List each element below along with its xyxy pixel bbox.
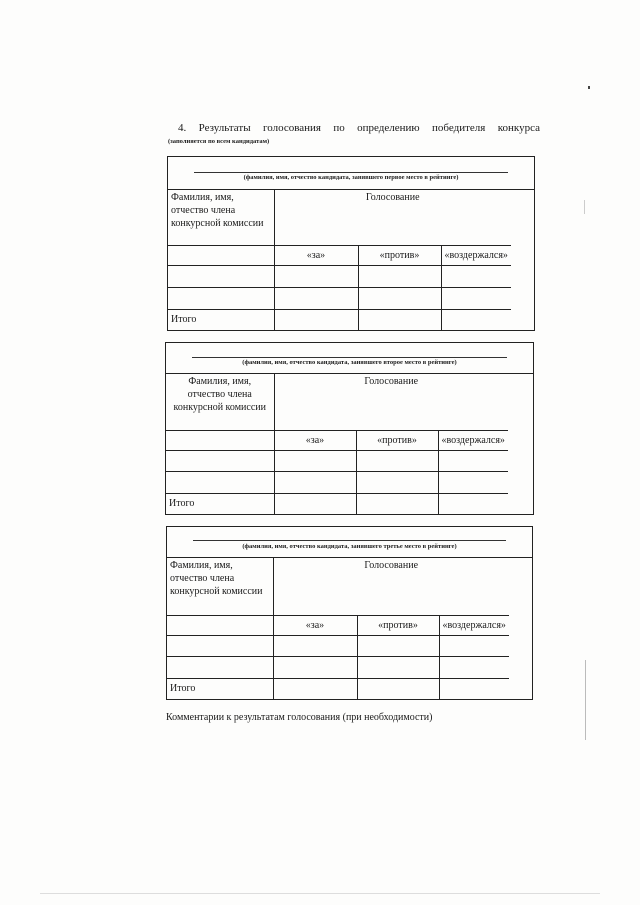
heading-word: победителя [432,122,486,134]
voting-header: Голосование [274,189,511,245]
total-label: Итого [167,678,273,699]
candidate-caption: (фамилия, имя, отчество кандидата, занявшего второе место в рейтинге) [242,359,457,366]
total-row [168,309,511,330]
candidate-name-field[interactable] [166,343,533,374]
table-cell[interactable] [441,309,511,330]
member-column-header: Фамилия, имя, отчество члена конкурсной комиссии [167,557,273,615]
heading-word: определению [357,122,420,134]
table-cell[interactable] [441,287,511,309]
option-against: «против» [358,245,441,265]
table-cell[interactable] [441,265,511,287]
table-cell[interactable] [274,471,356,493]
voting-table [167,557,509,699]
table-cell[interactable] [274,265,358,287]
option-for: «за» [274,430,356,450]
option-abstain: «воздержался» [438,430,508,450]
table-cell[interactable] [166,450,274,471]
table-cell[interactable] [439,656,509,678]
table-cell[interactable] [438,450,508,471]
voting-header: Голосование [273,557,509,615]
section-heading [178,122,540,134]
table-cell[interactable] [273,678,357,699]
heading-word: конкурса [497,122,540,134]
option-for: «за» [274,245,358,265]
candidate-caption: (фамилия, имя, отчество кандидата, занявшего третье место в рейтинге) [242,543,457,550]
heading-word: Результаты [198,122,251,134]
scan-artifact [585,660,586,740]
table-cell[interactable] [273,635,357,656]
table-cell[interactable] [167,635,273,656]
table-row [166,450,508,471]
table-cell[interactable] [166,471,274,493]
voting-block-third [166,526,533,700]
table-cell[interactable] [439,635,509,656]
table-cell[interactable] [274,287,358,309]
heading-word: голосования [262,122,321,134]
voting-block-second [165,342,534,515]
table-row [167,635,509,656]
table-cell[interactable] [357,678,439,699]
table-cell[interactable] [166,430,274,450]
table-cell[interactable] [168,287,274,309]
table-cell[interactable] [358,287,441,309]
voting-table [168,189,511,330]
option-for: «за» [273,615,357,635]
member-column-header: Фамилия, имя, отчество члена конкурсной комиссии [168,189,274,245]
table-cell[interactable] [273,656,357,678]
table-cell[interactable] [358,265,441,287]
table-cell[interactable] [357,635,439,656]
table-cell[interactable] [274,493,356,514]
table-cell[interactable] [274,450,356,471]
table-row [168,287,511,309]
table-cell[interactable] [356,450,438,471]
section-number: 4. [178,122,187,134]
table-cell[interactable] [356,471,438,493]
voting-block-first [167,156,535,331]
scan-artifact [588,86,590,89]
option-abstain: «воздержался» [439,615,509,635]
scan-artifact [584,200,585,214]
candidate-name-field[interactable] [168,157,534,190]
table-cell[interactable] [356,493,438,514]
table-cell[interactable] [274,309,358,330]
table-cell[interactable] [357,656,439,678]
candidate-caption: (фамилия, имя, отчество кандидата, занявшего первое место в рейтинге) [243,174,459,181]
total-label: Итого [166,493,274,514]
table-cell[interactable] [168,265,274,287]
table-row [166,471,508,493]
fill-note: (заполняется по всем кандидатам) [168,138,270,145]
voting-table [166,373,508,514]
comments-label: Комментарии к результатам голосования (при необходимости) [166,712,433,723]
table-cell[interactable] [439,678,509,699]
table-cell[interactable] [358,309,441,330]
option-abstain: «воздержался» [441,245,511,265]
total-label: Итого [168,309,274,330]
table-cell[interactable] [438,493,508,514]
member-column-header: Фамилия, имя, отчество члена конкурсной комиссии [166,373,274,430]
option-against: «против» [357,615,439,635]
table-cell[interactable] [167,656,273,678]
table-cell[interactable] [438,471,508,493]
table-row [168,265,511,287]
scan-artifact [40,893,600,894]
table-cell[interactable] [168,245,274,265]
candidate-name-field[interactable] [167,527,532,558]
total-row [167,678,509,699]
option-against: «против» [356,430,438,450]
voting-header: Голосование [274,373,508,430]
heading-word: по [333,122,345,134]
total-row [166,493,508,514]
table-cell[interactable] [167,615,273,635]
table-row [167,656,509,678]
